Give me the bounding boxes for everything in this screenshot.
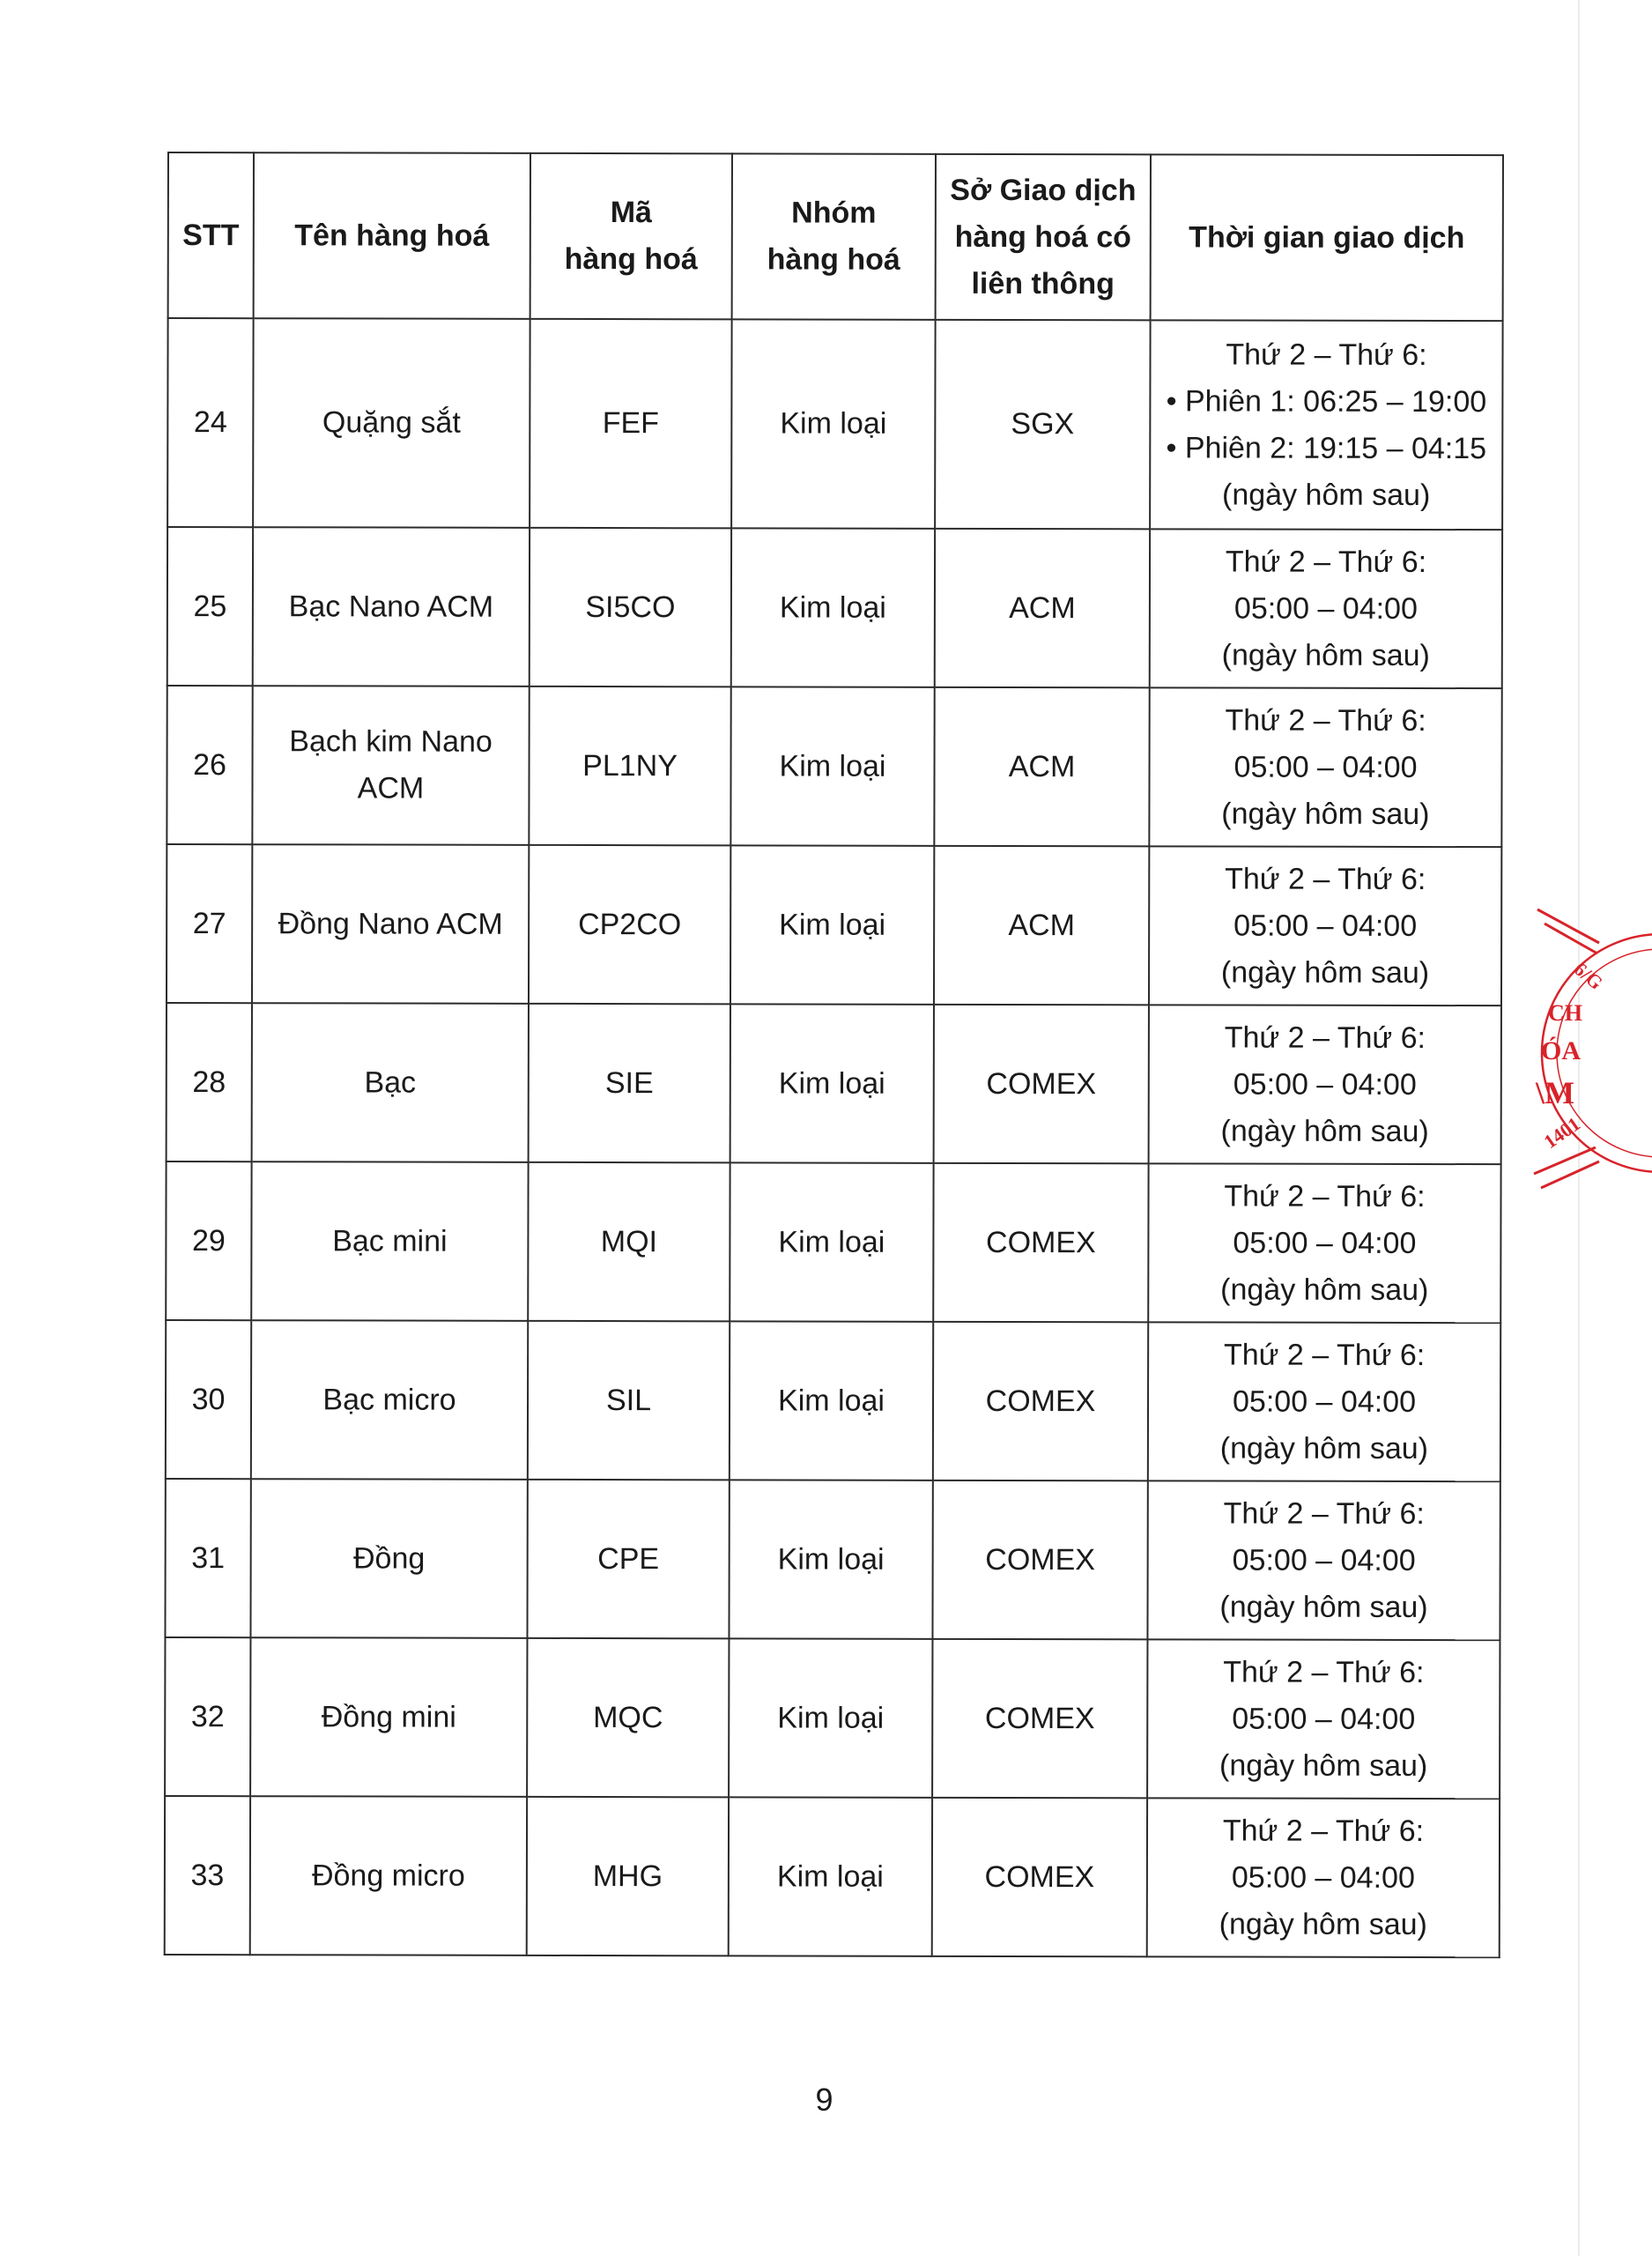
cell-name: Đồng Nano ACM (252, 844, 529, 1004)
trading-time-line: 05:00 – 04:00 (1233, 750, 1418, 784)
cell-name: Đồng mini (250, 1637, 527, 1797)
table-row (167, 686, 1501, 847)
table-row (167, 1003, 1501, 1164)
trading-time-line: Thứ 2 – Thứ 6: (1224, 1020, 1426, 1055)
cell-trading-time (1150, 529, 1502, 688)
trading-time-line: 05:00 – 04:00 (1233, 591, 1418, 626)
trading-time-line: (ngày hôm sau) (1219, 1431, 1429, 1466)
table-body (165, 318, 1503, 1957)
svg-text:ÓA: ÓA (1541, 1036, 1581, 1065)
cell-group: Kim loại (730, 845, 934, 1004)
trading-time-line: Thứ 2 – Thứ 6: (1222, 1814, 1425, 1848)
cell-trading-time (1149, 846, 1501, 1006)
cell-code: SIL (528, 1321, 730, 1480)
cell-trading-time (1147, 1639, 1500, 1799)
trading-time-line: (ngày hôm sau) (1221, 797, 1430, 831)
cell-exchange: ACM (934, 846, 1149, 1006)
cell-code: SI5CO (530, 528, 731, 686)
cell-name: Quặng sắt (253, 318, 530, 528)
trading-time-line: (ngày hôm sau) (1220, 1114, 1429, 1148)
trading-time-line: (ngày hôm sau) (1221, 638, 1430, 672)
cell-name: Đồng (250, 1479, 527, 1638)
cell-trading-time (1148, 1322, 1500, 1481)
table-header-row (168, 152, 1503, 321)
cell-name: Bạch kim Nano ACM (252, 686, 529, 845)
cell-stt: 33 (165, 1796, 250, 1955)
cell-group: Kim loại (731, 528, 935, 686)
trading-time-line: Thứ 2 – Thứ 6: (1226, 338, 1427, 372)
trading-time-line: Thứ 2 – Thứ 6: (1225, 545, 1427, 579)
trading-time-line: (ngày hôm sau) (1219, 1907, 1427, 1941)
cell-exchange: ACM (934, 687, 1149, 847)
table-row (165, 1637, 1500, 1799)
cell-name: Bạc (252, 1003, 529, 1162)
trading-time-line: (ngày hôm sau) (1222, 478, 1431, 512)
page-number: 9 (815, 2082, 833, 2118)
cell-name: Bạc Nano ACM (253, 527, 530, 686)
cell-exchange: COMEX (934, 1005, 1149, 1164)
trading-time-line: 05:00 – 04:00 (1233, 1226, 1417, 1260)
table-row (165, 1479, 1500, 1640)
cell-stt: 27 (167, 844, 252, 1003)
cell-name: Bạc mini (251, 1161, 528, 1321)
cell-group: Kim loại (729, 1797, 932, 1955)
cell-exchange: ACM (935, 529, 1150, 688)
cell-stt: 24 (167, 318, 253, 527)
cell-group: Kim loại (729, 1638, 932, 1797)
cell-stt: 26 (167, 686, 252, 844)
cell-code: MQI (528, 1162, 730, 1321)
cell-exchange: COMEX (933, 1163, 1148, 1323)
trading-time-line: Thứ 2 – Thứ 6: (1225, 862, 1426, 896)
trading-time-line: Thứ 2 – Thứ 6: (1224, 1179, 1426, 1213)
trading-time-line: (ngày hôm sau) (1219, 1590, 1428, 1624)
svg-text:1401: 1401 (1539, 1112, 1584, 1154)
red-stamp-seal (1529, 908, 1608, 1198)
trading-time-line: (ngày hôm sau) (1219, 1748, 1428, 1783)
header-trading-time: Thời gian giao dịch (1151, 154, 1503, 321)
cell-exchange: COMEX (933, 1322, 1148, 1481)
cell-exchange: COMEX (932, 1480, 1147, 1640)
cell-trading-time (1147, 1480, 1500, 1640)
trading-time-line: (ngày hôm sau) (1220, 1273, 1429, 1307)
table-row (166, 1161, 1500, 1323)
table-row (167, 318, 1502, 530)
header-group: Nhóm hàng hoá (732, 153, 936, 319)
cell-stt: 32 (165, 1637, 250, 1796)
cell-stt: 28 (167, 1003, 252, 1161)
cell-code: CP2CO (529, 845, 730, 1004)
commodity-table (164, 152, 1504, 1958)
trading-time-line: • Phiên 2: 19:15 – 04:15 (1166, 430, 1487, 465)
cell-trading-time (1149, 1005, 1501, 1164)
header-name: Tên hàng hoá (254, 152, 530, 319)
trading-time-line: 05:00 – 04:00 (1232, 1702, 1416, 1736)
cell-group: Kim loại (730, 1004, 934, 1162)
trading-time-line: Thứ 2 – Thứ 6: (1223, 1496, 1425, 1531)
table-row (165, 1796, 1500, 1957)
cell-name: Đồng micro (250, 1796, 527, 1955)
svg-text:CH: CH (1548, 1000, 1582, 1026)
trading-time-line: 05:00 – 04:00 (1232, 1543, 1416, 1577)
header-exchange: Sở Giao dịch hàng hoá có liên thông (936, 154, 1151, 321)
cell-code: SIE (529, 1004, 730, 1162)
cell-code: FEF (530, 319, 731, 528)
table-row (166, 1320, 1500, 1481)
cell-group: Kim loại (730, 686, 934, 845)
cell-code: CPE (527, 1480, 729, 1638)
cell-stt: 30 (166, 1320, 251, 1479)
trading-time-line: 05:00 – 04:00 (1233, 1384, 1417, 1419)
trading-time-line: Thứ 2 – Thứ 6: (1223, 1655, 1425, 1689)
trading-time-line: 05:00 – 04:00 (1231, 1860, 1415, 1895)
cell-exchange: SGX (935, 320, 1150, 530)
cell-trading-time (1148, 1163, 1500, 1323)
cell-name: Bạc micro (251, 1320, 528, 1480)
trading-time-line: 05:00 – 04:00 (1233, 1067, 1417, 1102)
header-code: Mã hàng hoá (530, 153, 732, 319)
table-row (167, 844, 1501, 1006)
cell-trading-time (1147, 1798, 1500, 1957)
cell-group: Kim loại (730, 1162, 933, 1321)
cell-code: PL1NY (529, 686, 730, 845)
svg-text:\M: \M (1536, 1075, 1574, 1110)
cell-stt: 31 (165, 1479, 250, 1637)
svg-text:6/G: 6/G (1569, 957, 1608, 994)
cell-trading-time (1149, 687, 1501, 847)
trading-time-line: Thứ 2 – Thứ 6: (1223, 1338, 1426, 1372)
cell-exchange: COMEX (932, 1639, 1147, 1799)
trading-time-line: (ngày hôm sau) (1220, 955, 1430, 990)
cell-group: Kim loại (730, 1321, 933, 1480)
cell-group: Kim loại (731, 319, 935, 528)
header-stt: STT (168, 152, 254, 318)
trading-time-line: Thứ 2 – Thứ 6: (1225, 703, 1426, 738)
cell-group: Kim loại (729, 1480, 932, 1638)
cell-code: MQC (527, 1638, 729, 1797)
cell-exchange: COMEX (932, 1798, 1147, 1957)
cell-code: MHG (527, 1797, 729, 1955)
table-row (167, 527, 1502, 688)
cell-trading-time (1150, 320, 1502, 530)
red-stamp-seal-graphic (1529, 908, 1652, 1198)
cell-stt: 29 (166, 1161, 251, 1320)
cell-stt: 25 (167, 527, 253, 686)
trading-time-line: 05:00 – 04:00 (1233, 909, 1418, 943)
trading-time-line: • Phiên 1: 06:25 – 19:00 (1166, 383, 1487, 419)
